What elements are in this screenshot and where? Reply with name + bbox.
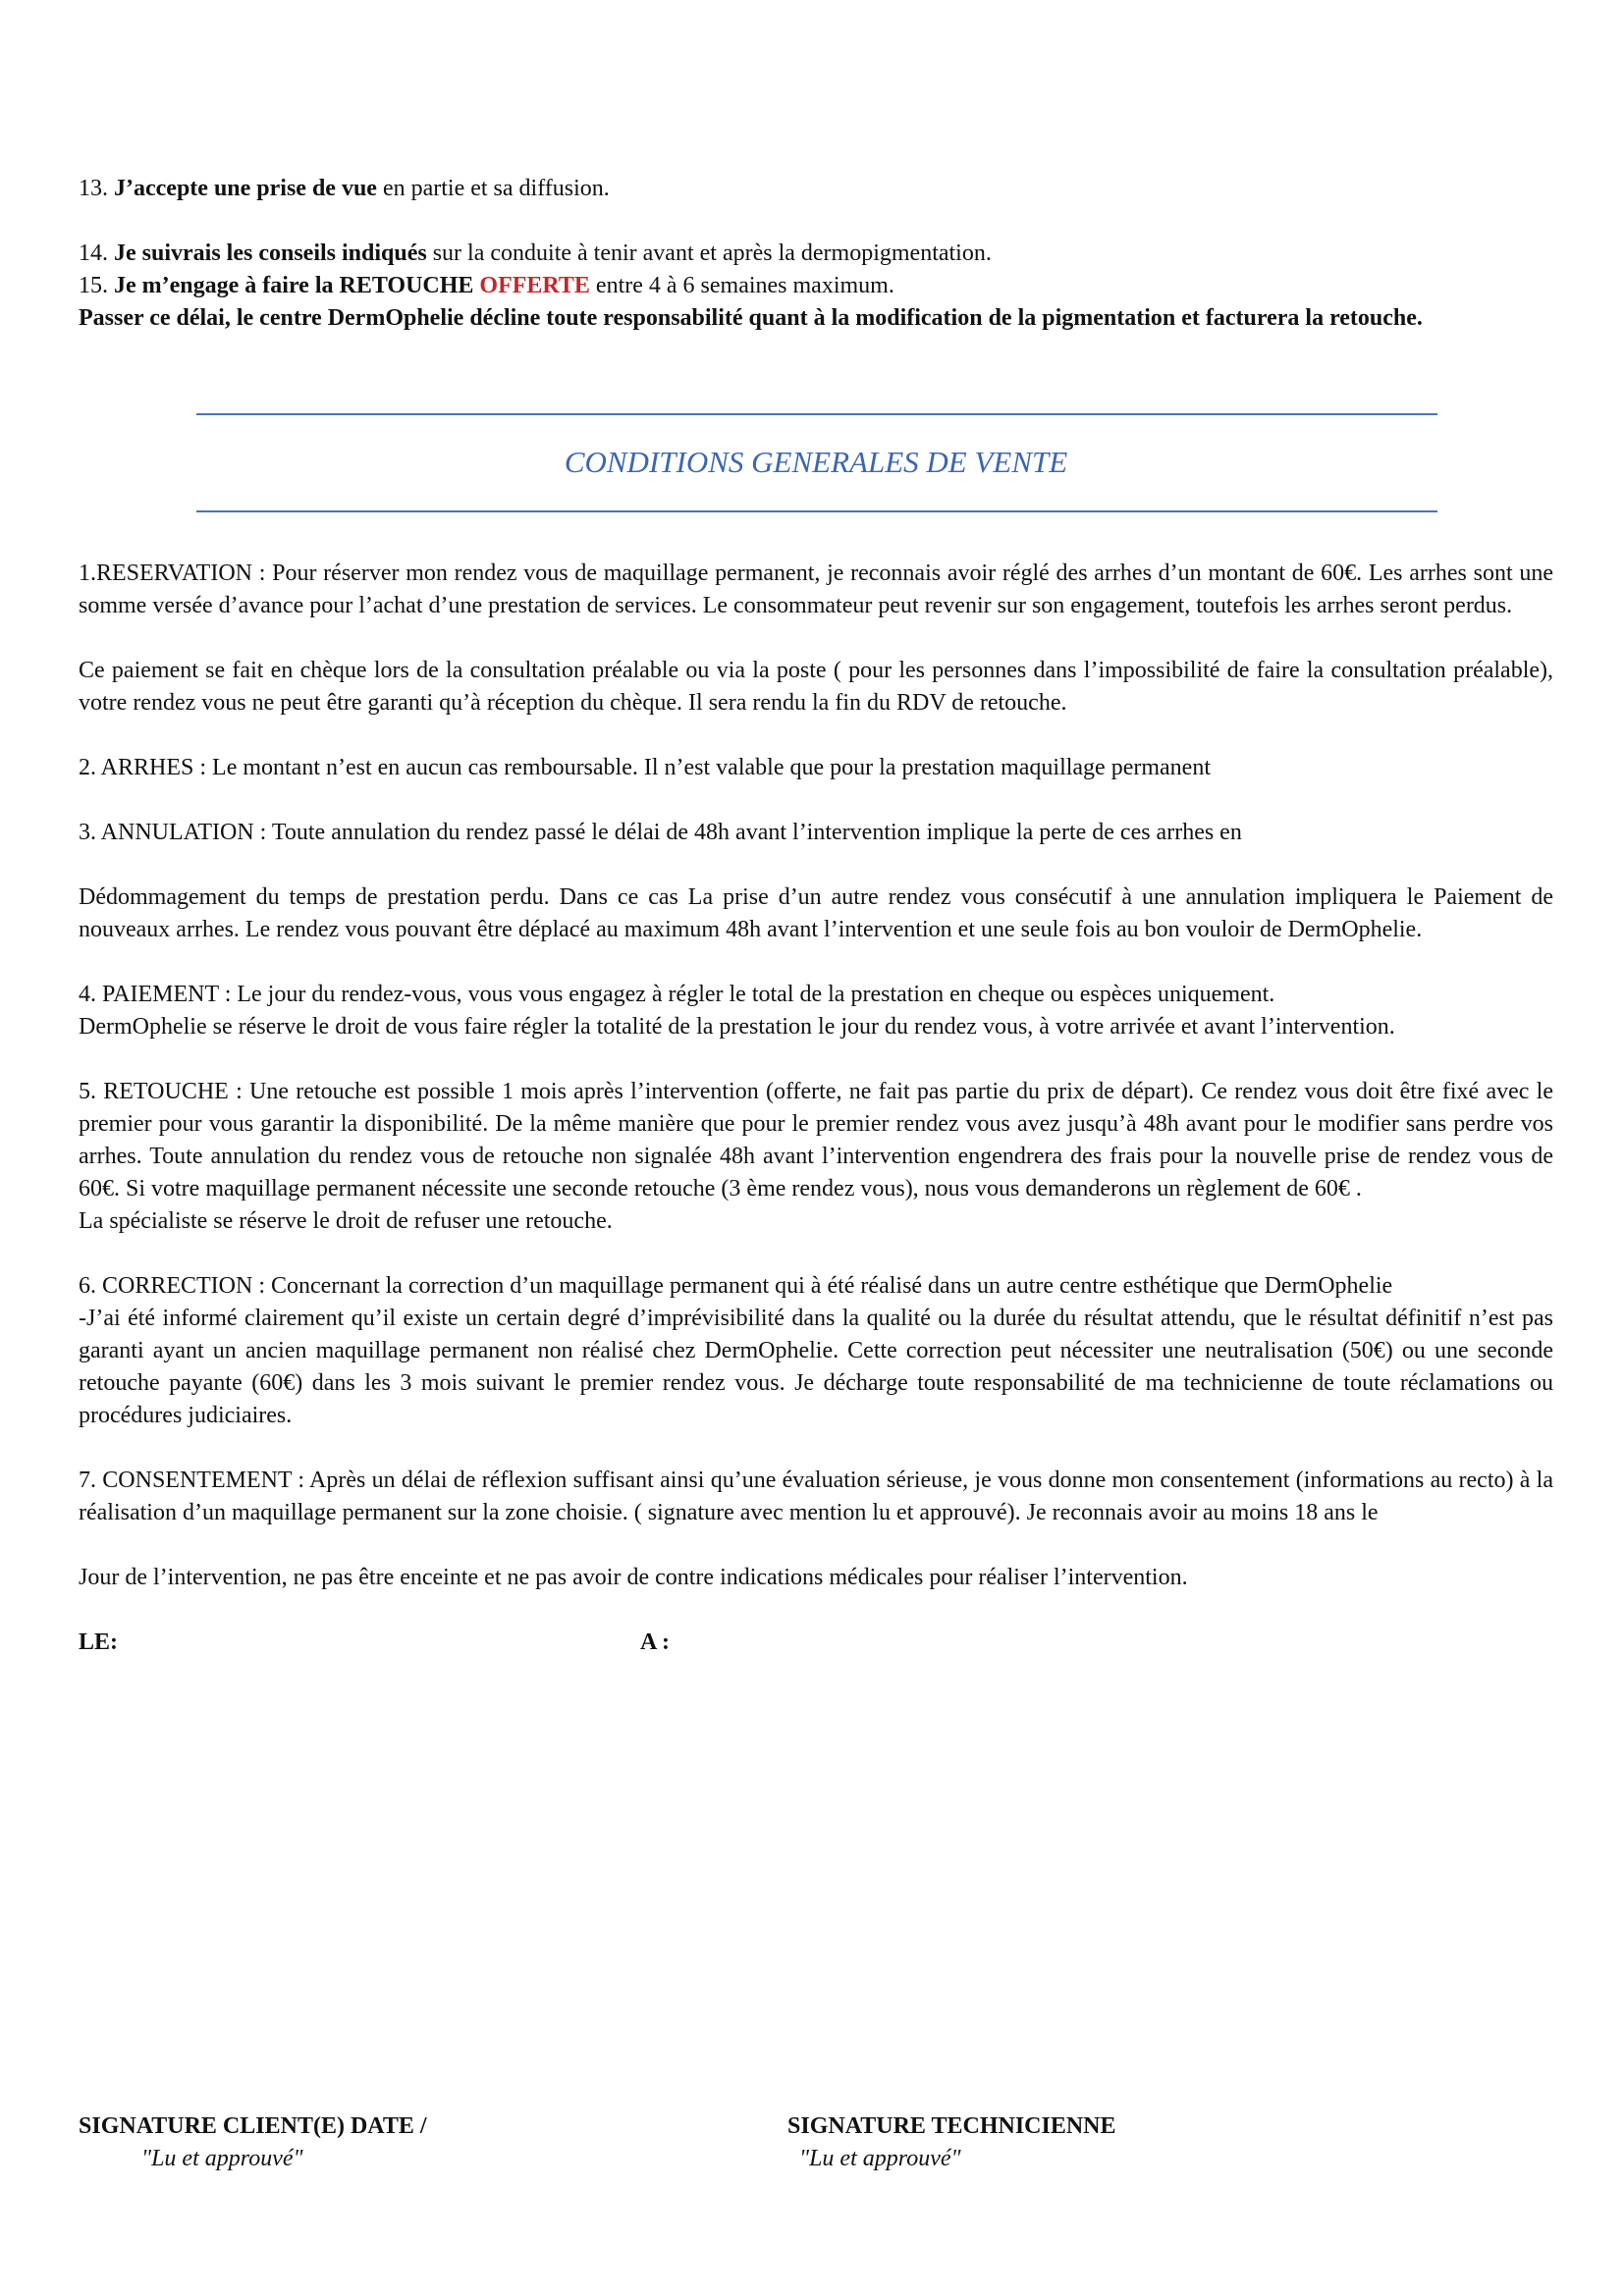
cgv-payment-method: Ce paiement se fait en chèque lors de la consultation préalable ou via la poste ( pour les personnes dans l’impossibilité de faire la consultation préalable), votre rendez vous ne peut être garanti qu’à réception du chèque. Il sera rendu la fin du RDV de retouche. (79, 658, 1553, 716)
technician-signature (787, 2110, 1116, 2175)
item-15: 15. Je m’engage à faire la RETOUCHE OFFERTE entre 4 à 6 semaines maximum. (79, 273, 894, 298)
cgv-consentement-suite: Jour de l’intervention, ne pas être enceinte et ne pas avoir de contre indications médicales pour réaliser l’intervention. (79, 1565, 1188, 1590)
client-signature (79, 2110, 427, 2175)
heading-rule-bottom (196, 510, 1437, 512)
date-place-row (79, 1627, 1553, 1659)
cgv-correction: 6. CORRECTION : Concernant la correction d’un maquillage permanent qui à été réalisé dans un autre centre esthétique que DermOphelie (79, 1273, 1393, 1299)
signature-block (79, 2110, 1553, 2189)
cgv-annulation: 3. ANNULATION : Toute annulation du rendez passé le délai de 48h avant l’intervention implique la perte de ces arrhes en (79, 820, 1242, 845)
client-signature-title: SIGNATURE CLIENT(E) DATE / (79, 2113, 427, 2139)
cgv-paiement-detail: DermOphelie se réserve le droit de vous faire régler la totalité de la prestation le jour du rendez vous, à votre arrivée et avant l’intervention. (79, 1014, 1395, 1040)
cgv-reservation: 1.RESERVATION : Pour réserver mon rendez vous de maquillage permanent, je reconnais avoir réglé des arrhes d’un montant de 60€. Les arrhes sont une somme versée d’avance pour l’achat d’une prestation de services. Le consommateur peut revenir sur son engagement, toutefois les arrhes seront perdus. (79, 561, 1553, 618)
cgv-retouche-refus: La spécialiste se réserve le droit de refuser une retouche. (79, 1208, 613, 1234)
document-page (79, 173, 1553, 2171)
item-13: 13. J’accepte une prise de vue en partie et sa diffusion. (79, 176, 610, 201)
le-field-label: LE: (79, 1629, 119, 1655)
technician-signature-title: SIGNATURE TECHNICIENNE (787, 2113, 1116, 2139)
intro-block (79, 173, 1553, 335)
a-field-label: A : (640, 1629, 670, 1655)
cgv-correction-detail: -J’ai été informé clairement qu’il existe un certain degré d’imprévisibilité dans la qualité ou la durée du résultat attendu, que le résultat définitif n’est pas garanti ayant un ancien maquillage permanent non réalisé chez DermOphelie. Cette correction peut nécessiter une neutralisation (50€) ou une seconde retouche payante (60€) dans les 3 mois suivant le premier rendez vous. Je décharge toute responsabilité de ma technicienne de toute réclamations ou procédures judiciaires. (79, 1306, 1553, 1428)
cgv-consentement: 7. CONSENTEMENT : Après un délai de réflexion suffisant ainsi qu’une évaluation sérieuse, je vous donne mon consentement (informations au recto) à la réalisation d’un maquillage permanent sur la zone choisie. ( signature avec mention lu et approuvé). Je reconnais avoir au moins 18 ans le (79, 1468, 1553, 1525)
cgv-section (79, 558, 1553, 1659)
cgv-dedommagement: Dédommagement du temps de prestation perdu. Dans ce cas La prise d’un autre rendez vous consécutif à une annulation impliquera le Paiement de nouveaux arrhes. Le rendez vous pouvant être déplacé au maximum 48h avant l’intervention et une seule fois au bon vouloir de DermOphelie. (79, 884, 1553, 942)
cgv-retouche: 5. RETOUCHE : Une retouche est possible 1 mois après l’intervention (offerte, ne fait pas partie du prix de départ). Ce rendez vous doit être fixé avec le premier pour vous garantir la disponibilité. De la même manière que pour le premier rendez vous avez jusqu’à 48h avant pour le modifier sans perdre vos arrhes. Toute annulation du rendez vous de retouche non signalée 48h avant l’intervention engendrera des frais pour la nouvelle prise de rendez vous de 60€. Si votre maquillage permanent nécessite une seconde retouche (3 ème rendez vous), nous vous demanderons un règlement de 60€ . (79, 1079, 1553, 1201)
client-signature-note: "Lu et approuvé" (141, 2146, 303, 2171)
technician-signature-note: "Lu et approuvé" (799, 2146, 961, 2171)
section-heading: CONDITIONS GENERALES DE VENTE (564, 445, 1068, 479)
heading-rule-top (196, 413, 1437, 415)
cgv-arrhes: 2. ARRHES : Le montant n’est en aucun cas remboursable. Il n’est valable que pour la prestation maquillage permanent (79, 755, 1211, 780)
item-14: 14. Je suivrais les conseils indiqués sur la conduite à tenir avant et après la dermopigmentation. (79, 240, 992, 266)
warning-text: Passer ce délai, le centre DermOphelie décline toute responsabilité quant à la modification de la pigmentation et facturera la retouche. (79, 305, 1423, 331)
cgv-paiement: 4. PAIEMENT : Le jour du rendez-vous, vous vous engagez à régler le total de la prestation en cheque ou espèces uniquement. (79, 982, 1275, 1007)
